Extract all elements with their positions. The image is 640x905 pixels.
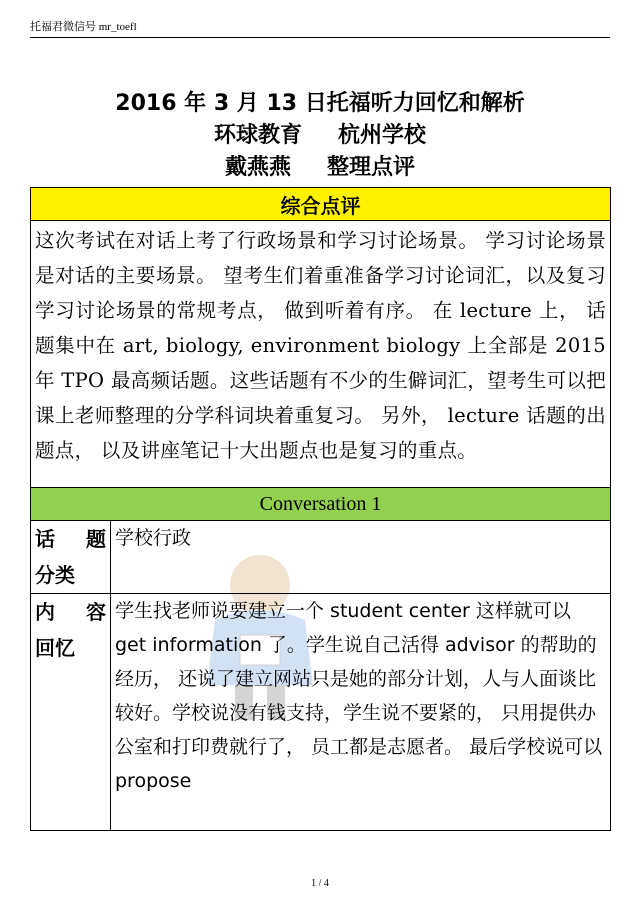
- topic-value: 学校行政: [111, 521, 611, 594]
- topic-label-line1: 话 题: [35, 527, 106, 551]
- content-row: [31, 594, 611, 831]
- content-label-line2: 回忆: [35, 636, 75, 660]
- page-title: 2016 年 3 月 13 日托福听力回忆和解析: [115, 91, 525, 116]
- author-name: 戴燕燕: [224, 155, 291, 180]
- page-header: 托福君微信号 mr_toefl: [30, 18, 610, 38]
- organization-name: 环球教育: [213, 123, 302, 148]
- summary-text: 这次考试在对话上考了行政场景和学习讨论场景。 学习讨论场景是对话的主要场景。 望考生们着重准备学习讨论词汇，以及复习学习讨论场景的常规考点， 做到听着有序。 在 lecture 上， 话题集中在 art, biology, environment biology 上全部是 2015 年 TPO 最高频话题。这些话题有不少的生僻词汇，望考生可以把课上老师整理的分学科词块着重复习。 另外， lecture 话题的出题点， 以及讲座笔记十大出题点也是复习的重点。: [31, 221, 611, 488]
- school-name: 杭州学校: [338, 123, 427, 148]
- content-label: [31, 594, 111, 831]
- conversation-header: Conversation 1: [31, 488, 611, 521]
- summary-header: 综合点评: [31, 188, 611, 221]
- review-table: [30, 187, 611, 831]
- author-line: [0, 152, 640, 184]
- content-label-line1: 内 容: [35, 600, 106, 624]
- topic-label-line2: 分类: [35, 563, 75, 587]
- topic-row: [31, 521, 611, 594]
- topic-label: [31, 521, 111, 594]
- author-role: 整理点评: [327, 155, 416, 180]
- content-value: 学生找老师说要建立一个 student center 这样就可以 get information 了。学生说自己活得 advisor 的帮助的经历， 还说了建立网站只是她的部分计划，人与人面谈比较好。学校说没有钱支持，学生说不要紧的， 只用提供办公室和打印费就行了， 员工都是志愿者。 最后学校说可以 propose: [111, 594, 611, 831]
- organization-line: [0, 120, 640, 152]
- page-number: 1 / 4: [311, 878, 329, 889]
- title-block: [0, 88, 640, 184]
